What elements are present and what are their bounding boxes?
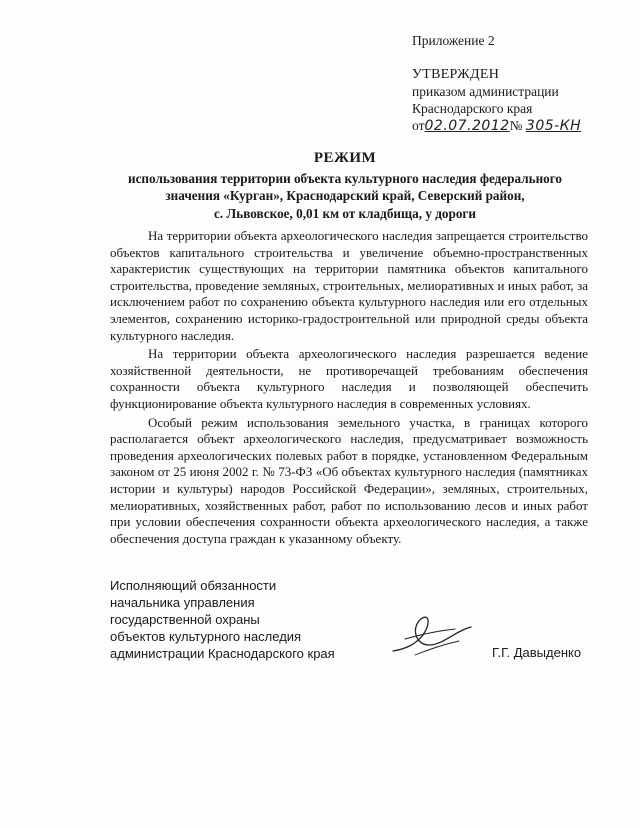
approved-date-line bbox=[412, 117, 581, 135]
handwritten-date: 02.07.2012 bbox=[424, 118, 510, 134]
signatory-line-1: Исполняющий обязанности bbox=[110, 578, 277, 593]
appendix-label: Приложение 2 bbox=[412, 33, 495, 48]
document-body bbox=[110, 228, 588, 547]
date-prefix: от bbox=[412, 118, 425, 133]
signatory-line-4: объектов культурного наследия bbox=[110, 629, 302, 644]
document-title bbox=[100, 150, 590, 222]
title-heading: РЕЖИМ bbox=[313, 150, 377, 166]
approved-line-region: Краснодарского края bbox=[412, 101, 533, 116]
approved-title: УТВЕРЖДЕН bbox=[412, 67, 500, 82]
signatory-name: Г.Г. Давыденко bbox=[492, 645, 582, 660]
handwritten-number: 305-КН bbox=[525, 118, 582, 134]
paragraph-special-regime: Особый режим использования земельного участка, в границах которого располагается объект археологического наследия, предусматривает возможность проведения археологических полевых работ в порядке, установленном Федеральным законом от 25 июня 2002 г. № 73-ФЗ «Об объектах культурного наследия (памятниках истории и культуры) народов Российской Федерации», земляных, строительных, мелиоративных, хозяйственных работ, работ по использованию лесов и иных работ при условии обеспечения сохранности объекта археологического наследия, а также обеспечения доступа граждан к указанному объекту. bbox=[110, 414, 588, 546]
approval-stamp bbox=[412, 66, 581, 135]
title-line-2: значения «Курган», Краснодарский край, Северский район, bbox=[165, 188, 525, 203]
handwritten-signature bbox=[385, 605, 475, 660]
signatory-position bbox=[110, 577, 335, 662]
title-line-3: с. Львовское, 0,01 км от кладбища, у дороги bbox=[213, 205, 477, 221]
signatory-line-5: администрации Краснодарского края bbox=[110, 646, 335, 661]
signatory-line-2: начальника управления bbox=[110, 595, 255, 610]
signatory-line-3: государственной охраны bbox=[110, 612, 260, 627]
paragraph-permission: На территории объекта археологического наследия разрешается ведение хозяйственной деятельности, не противоречащей требованиям обеспечения сохранности объекта культурного наследия и позволяющей обеспечить функционирование объекта культурного наследия в современных условиях. bbox=[110, 346, 588, 411]
title-line-1: использования территории объекта культурного наследия федерального bbox=[127, 170, 563, 186]
approved-line-order: приказом администрации bbox=[412, 84, 559, 99]
number-prefix: № bbox=[509, 118, 523, 133]
paragraph-prohibition: На территории объекта археологического наследия запрещается строительство объектов капитального строительства и увеличение объемно-пространственных характеристик существующих на территории памятника объектов капитального строительства, проведение земляных, строительных, мелиоративных и иных работ, за исключением работ по сохранению объекта культурного наследия или его отдельных элементов, сохранению историко-градостроительной или природной среды объекта культурного наследия. bbox=[110, 228, 588, 343]
